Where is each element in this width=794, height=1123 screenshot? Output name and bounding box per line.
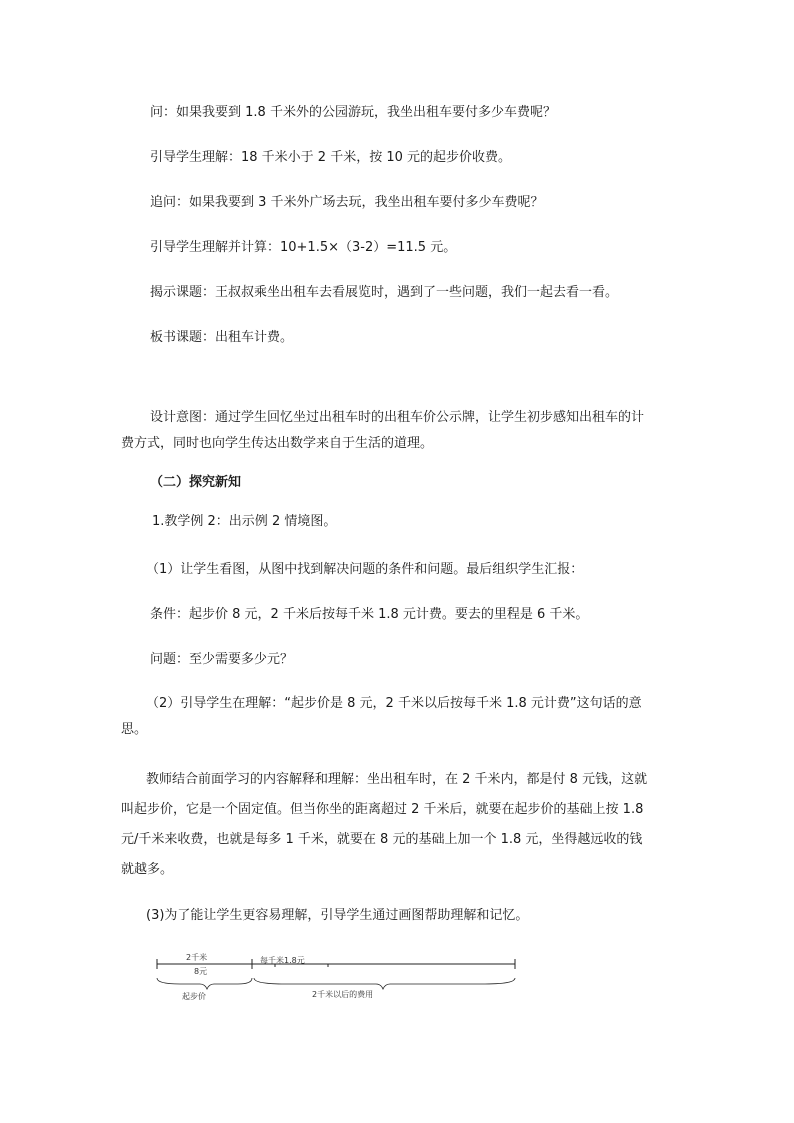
brace-extra-fare xyxy=(254,978,515,989)
label-base-fare: 起步价 xyxy=(182,992,206,1001)
label-after-2km: 2千米以后的费用 xyxy=(312,990,374,999)
paragraph-example-2: 1.教学例 2：出示例 2 情境图。 xyxy=(152,514,337,529)
label-8yuan: 8元 xyxy=(194,967,208,976)
label-per-km: 每千米1.8元 xyxy=(260,956,305,965)
paragraph-topic-reveal: 揭示课题：王叔叔乘坐出租车去看展览时，遇到了一些问题，我们一起去看一看。 xyxy=(150,285,619,300)
section-heading: （二）探究新知 xyxy=(150,475,242,490)
paragraph-question-1: 问：如果我要到 1.8 千米外的公园游玩，我坐出租车要付多少车费呢？ xyxy=(150,105,556,120)
paragraph-step-2: （2）引导学生在理解：“起步价是 8 元，2 千米以后按每千米 1.8 元计费”这句话的意 xyxy=(146,696,642,711)
fare-diagram xyxy=(150,950,530,1010)
paragraph-board-title: 板书课题：出租车计费。 xyxy=(150,330,294,345)
paragraph-guide-1: 引导学生理解：18 千米小于 2 千米，按 10 元的起步价收费。 xyxy=(150,150,512,165)
paragraph-design-intent-2: 费方式，同时也向学生传达出数学来自于生活的道理。 xyxy=(121,436,434,451)
paragraph-design-intent-1: 设计意图：通过学生回忆坐过出租车时的出租车价公示牌，让学生初步感知出租车的计 xyxy=(150,410,645,425)
brace-base-fare xyxy=(157,978,252,989)
paragraph-step-3: (3)为了能让学生更容易理解，引导学生通过画图帮助理解和记忆。 xyxy=(146,908,529,923)
paragraph-explain-2: 叫起步价，它是一个固定值。但当你坐的距离超过 2 千米后，就要在起步价的基础上按 1.8 xyxy=(121,802,644,817)
paragraph-problem: 问题：至少需要多少元？ xyxy=(150,652,294,667)
paragraph-step-1: （1）让学生看图，从图中找到解决问题的条件和问题。最后组织学生汇报： xyxy=(146,562,584,577)
label-2km: 2千米 xyxy=(186,953,208,962)
paragraph-explain-4: 就越多。 xyxy=(121,862,174,877)
paragraph-explain-1: 教师结合前面学习的内容解释和理解：坐出租车时，在 2 千米内，都是付 8 元钱，这就 xyxy=(146,772,648,787)
paragraph-step-2-cont: 思。 xyxy=(121,722,148,737)
paragraph-explain-3: 元/千米来收费，也就是每多 1 千米，就要在 8 元的基础上加一个 1.8 元，坐得越远收的钱 xyxy=(121,832,643,847)
paragraph-condition: 条件：起步价 8 元，2 千米后按每千米 1.8 元计费。要去的里程是 6 千米。 xyxy=(150,607,589,622)
paragraph-guide-2: 引导学生理解并计算：10+1.5×（3-2）=11.5 元。 xyxy=(150,240,457,255)
paragraph-question-2: 追问：如果我要到 3 千米外广场去玩，我坐出租车要付多少车费呢？ xyxy=(150,195,544,210)
